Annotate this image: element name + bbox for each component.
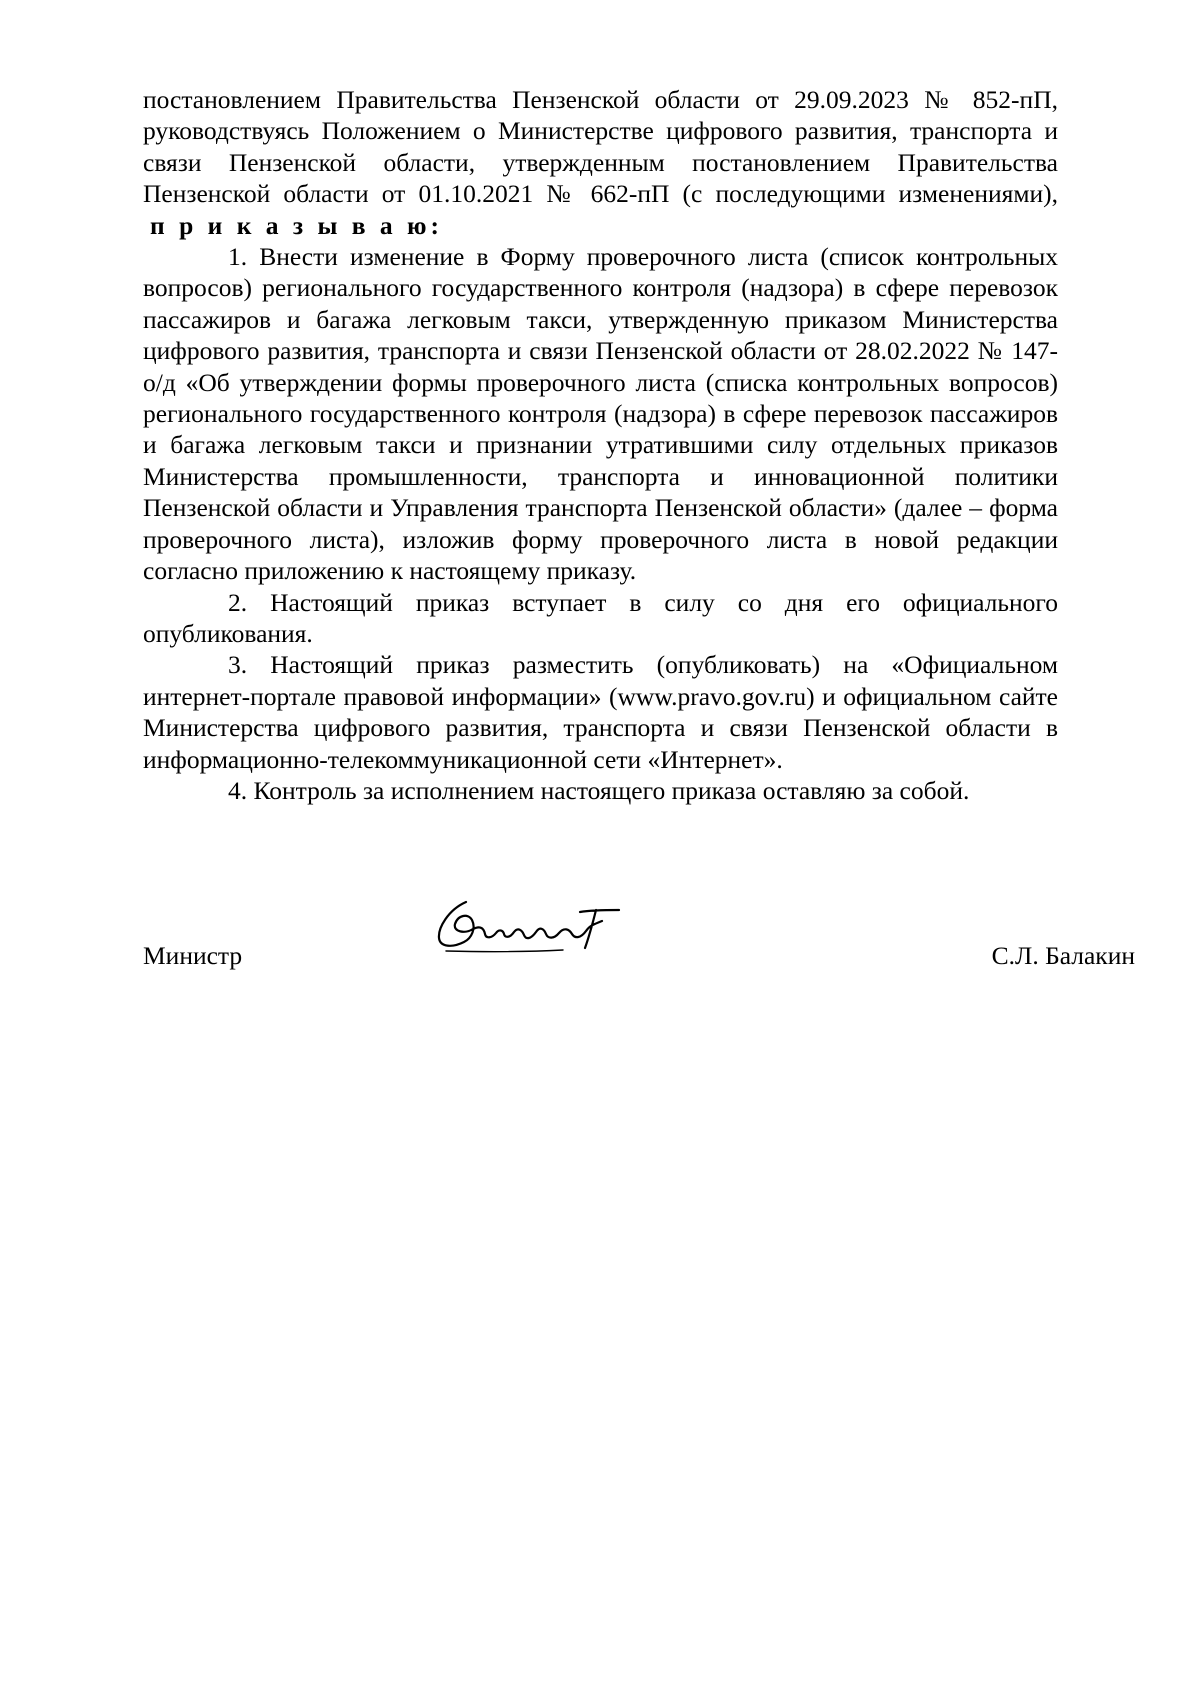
signer-name: С.Л. Балакин bbox=[991, 941, 1135, 970]
order-item-2: 2. Настоящий приказ вступает в силу со дня его официального опубликования. bbox=[143, 587, 1058, 648]
order-item-1: 1. Внести изменение в Форму проверочного листа (список контрольных вопросов) регионального государственного контроля (надзора) в сфере перевозок пассажиров и багажа легковым такси, утвержденную приказом Министерства цифрового развития, транспорта и связи Пензенской области от 28.02.2022 № 147-о/д «Об утверждении формы проверочного листа (списка контрольных вопросов) регионального государственного контроля (надзора) в сфере перевозок пассажиров и багажа легковым такси и признании утратившими силу отдельных приказов Министерства промышленности, транспорта и инновационной политики Пензенской области и Управления транспорта Пензенской области» (далее – форма проверочного листа), изложив форму проверочного листа в новой редакции согласно приложению к настоящему приказу. bbox=[143, 242, 1058, 586]
order-item-4: 4. Контроль за исполнением настоящего приказа оставляю за собой. bbox=[228, 775, 970, 805]
signer-position: Министр bbox=[143, 941, 243, 970]
order-item-3: 3. Настоящий приказ разместить (опубликовать) на «Официальном интернет-портале правовой информации» (www.pravo.gov.ru) и официальном сайте Министерства цифрового развития, транспорта и связи Пензенской области в информационно-телекоммуникационной сети «Интернет». bbox=[143, 650, 1058, 774]
document-body bbox=[143, 84, 1058, 806]
handwritten-signature bbox=[430, 890, 640, 960]
intro-paragraph: постановлением Правительства Пензенской области от 29.09.2023 № 852-пП, руководствуясь Положением о Министерстве цифрового развития, транспорта и связи Пензенской области, утвержденным постановлением Правительства Пензенской области от 01.10.2021 № 662-пП (с последующими изменениями), bbox=[143, 85, 1058, 209]
order-word: п р и к а з ы в а ю: bbox=[150, 210, 444, 240]
